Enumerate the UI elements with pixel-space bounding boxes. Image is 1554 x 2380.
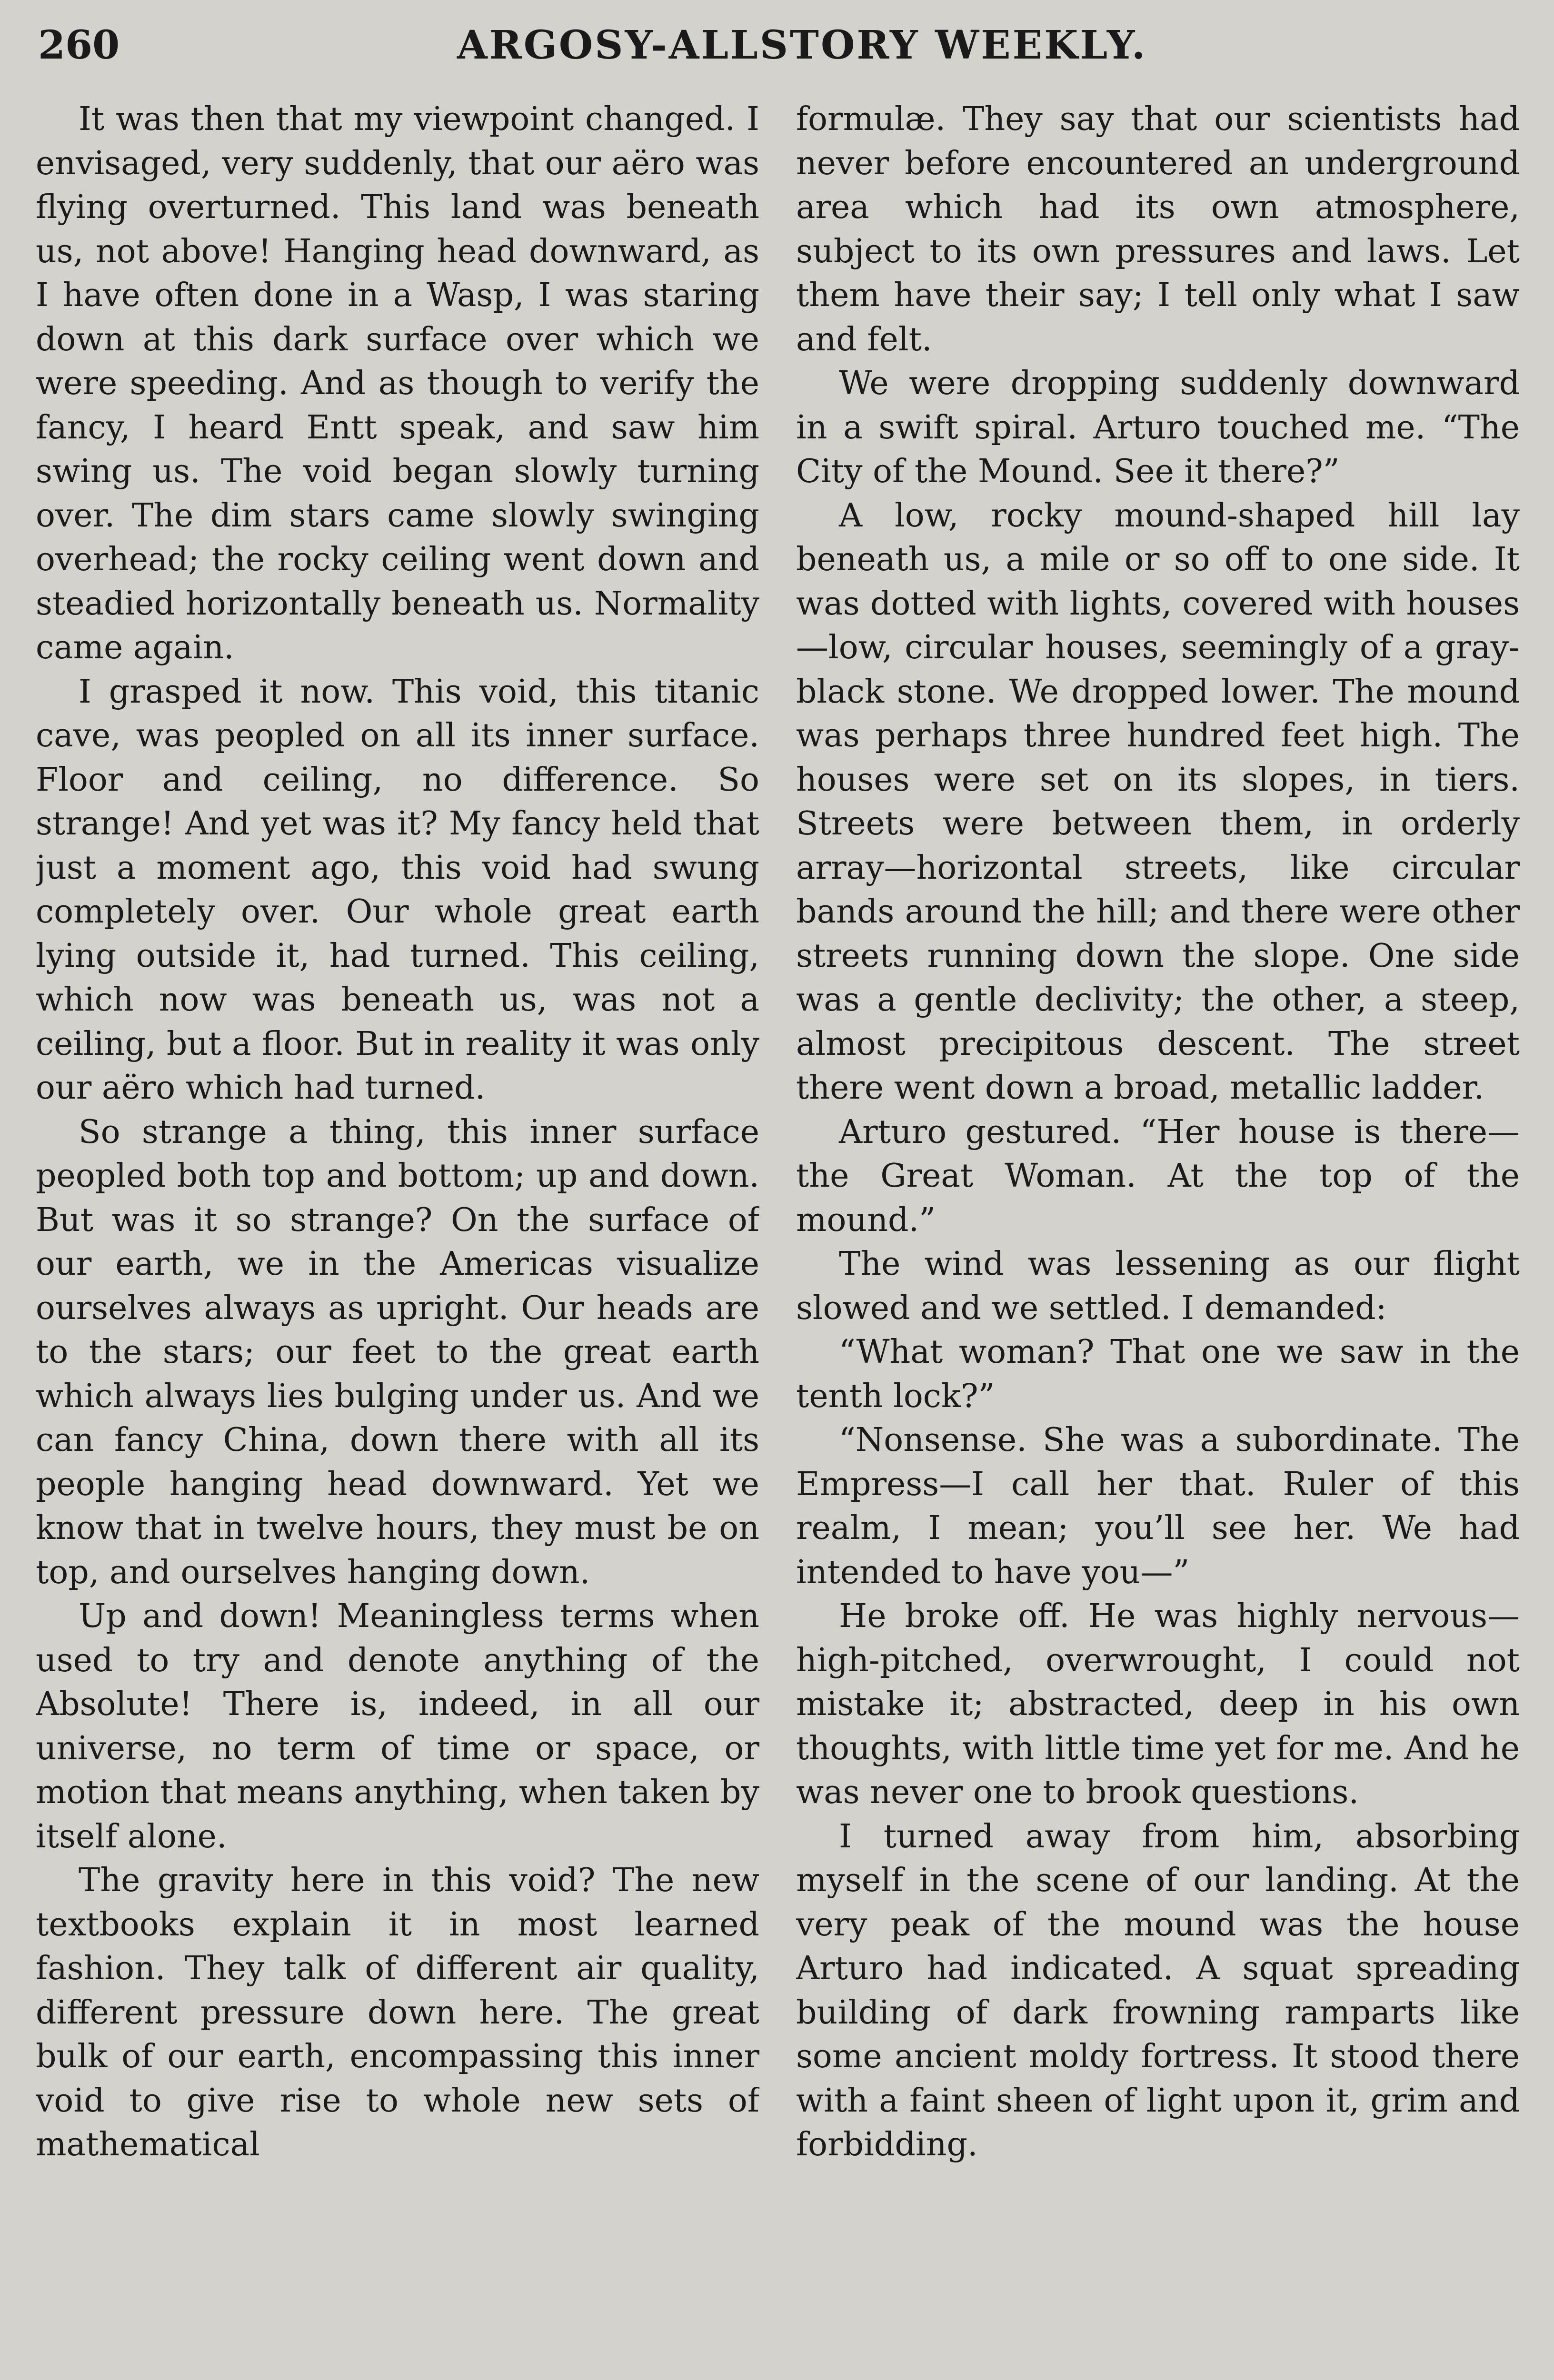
paragraph: So strange a thing, this inner surface peopled both top and bottom; up and down. But was it so strange? On the surface of our earth, we in the Americas visualize ourselves always as upright. Our heads are to the stars; our feet to the great earth which always lies bulging under us. And we can fancy China, down there with all its people hanging head downward. Yet we know that in twelve hours, they must be on top, and ourselves hanging down. — [36, 1113, 759, 1591]
paragraph: “Nonsense. She was a subordinate. The Empress—I call her that. Ruler of this realm, I mean; you’ll see her. We had intended to have you—” — [796, 1421, 1520, 1591]
running-head: ARGOSY-ALLSTORY WEEKLY. — [457, 22, 1147, 68]
page-number: 260 — [38, 22, 120, 68]
paragraph: A low, rocky mound-shaped hill lay beneath us, a mile or so off to one side. It was dotted with lights, covered with houses—low, circular houses, seemingly of a gray-black stone. We dropped lower. The mound was perhaps three hundred feet high. The houses were set on its slopes, in tiers. Streets were between them, in orderly array—horizontal streets, like circular bands around the hill; and there were other streets running down the slope. One side was a gentle declivity; the other, a steep, almost precipitous descent. The street there went down a broad, metallic ladder. — [796, 496, 1520, 1107]
left-column — [36, 98, 759, 2380]
paragraph: We were dropping suddenly downward in a swift spiral. Arturo touched me. “The City of the Mound. See it there?” — [796, 365, 1520, 490]
paragraph: It was then that my viewpoint changed. I envisaged, very suddenly, that our aëro was flying overturned. This land was beneath us, not above! Hanging head downward, as I have often done in a Wasp, I was staring down at this dark surface over which we were speeding. And as though to verify the fancy, I heard Entt speak, and saw him swing us. The void began slowly turning over. The dim stars came slowly swinging overhead; the rocky ceiling went down and steadied horizontally beneath us. Normality came again. — [36, 100, 759, 666]
paragraph: I grasped it now. This void, this titanic cave, was peopled on all its inner surface. Floor and ceiling, no difference. So strange! And yet was it? My fancy held that just a moment ago, this void had swung completely over. Our whole great earth lying outside it, had turned. This ceiling, which now was beneath us, was not a ceiling, but a floor. But in reality it was only our aëro which had turned. — [36, 673, 759, 1107]
page-header — [38, 24, 1514, 67]
paragraph: Up and down! Meaningless terms when used to try and denote anything of the Absolute! There is, indeed, in all our universe, no term of time or space, or motion that means anything, when taken by itself alone. — [36, 1597, 759, 1855]
right-column — [796, 98, 1520, 2380]
paragraph: Arturo gestured. “Her house is there—the Great Woman. At the top of the mound.” — [796, 1113, 1520, 1239]
paragraph: I turned away from him, absorbing myself in the scene of our landing. At the very peak of the mound was the house Arturo had indicated. A squat spreading building of dark frowning ramparts like some ancient moldy fortress. It stood there with a faint sheen of light upon it, grim and forbidding. — [796, 1817, 1520, 2163]
paragraph: formulæ. They say that our scientists had never before encountered an underground area which had its own atmosphere, subject to its own pressures and laws. Let them have their say; I tell only what I saw and felt. — [796, 100, 1520, 358]
paragraph: The wind was lessening as our flight slowed and we settled. I demanded: — [796, 1245, 1520, 1327]
paragraph: “What woman? That one we saw in the tenth lock?” — [796, 1333, 1520, 1415]
paragraph: The gravity here in this void? The new textbooks explain it in most learned fashion. They talk of different air quality, different pressure down here. The great bulk of our earth, encompassing this inner void to give rise to whole new sets of mathematical — [36, 1862, 759, 2163]
paragraph: He broke off. He was highly nervous—high-pitched, overwrought, I could not mistake it; abstracted, deep in his own thoughts, with little time yet for me. And he was never one to brook questions. — [796, 1597, 1520, 1811]
